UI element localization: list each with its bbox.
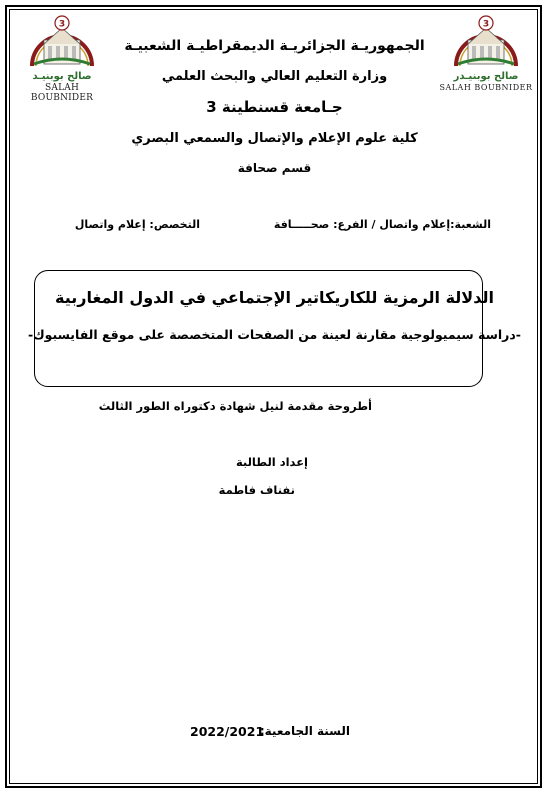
author-name: نفناف فاطمة [218,483,295,497]
specialty-label: التخصص: إعلام واتصال [74,218,200,231]
logo-latin-caption: SALAH BOUBNIDER [439,83,533,92]
academic-year-value: 2022/2021 [190,724,265,739]
degree-statement: أطروحة مقدمة لنيل شهادة دكتوراه الطور الثالث [98,399,372,413]
ministry-heading: وزارة التعليم العالي والبحث العلمي [161,69,388,84]
logo-badge-number: 3 [482,19,490,30]
logo-badge-number: 3 [58,19,66,30]
page-border-inner [9,9,538,784]
republic-heading: الجمهوريـة الجزائريـة الديمقراطيـة الشعبيـة [124,38,425,54]
department-heading: قسم صحافة [237,161,312,175]
logo-arabic-caption: صالح بوبنيـدر [453,71,519,82]
thesis-title: الدلالة الرمزية للكاريكاتير الإجتماعي في الدول المغاربية [55,288,494,307]
branch-label: الشعبة:إعلام واتصال / الفرع: صحـــــافة [273,218,491,231]
university-heading: جـامعة قسنطينة 3 [206,98,343,116]
logo-arabic-caption: صالح بوبنيـد [32,71,92,82]
author-label: إعداد الطالبة [235,455,308,469]
academic-year-label: السنة الجامعية: [259,724,350,738]
logo-latin-caption: SALAH BOUBNIDER [30,83,94,103]
faculty-heading: كلية علوم الإعلام والإتصال والسمعي البصري [131,131,418,146]
thesis-subtitle: -دراسة سيميولوجية مقارنة لعينة من الصفحات المتخصصة على موقع الفايسبوك- [28,327,521,342]
